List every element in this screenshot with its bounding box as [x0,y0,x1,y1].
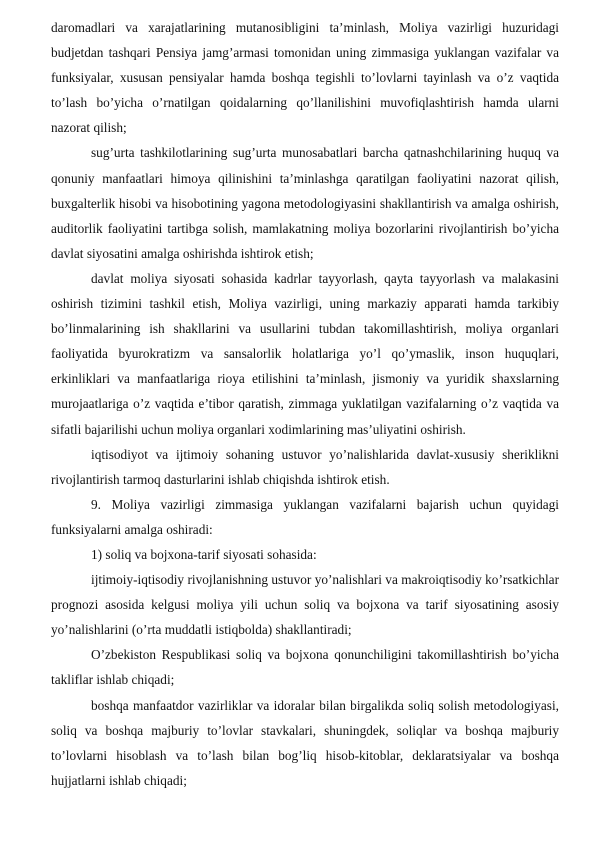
paragraph-budget-pension: daromadlari va xarajatlarining mutanosibligini ta’minlash, Moliya vazirligi huzuridagi budjetdan tashqari Pensiya jamg’armasi tomonidan uning zimmasiga yuklangan vazifalar va funksiyalar, xususan pensiyalar hamda boshqa tegishli to’lovlarni tayinlash va o’z vaqtida to’lash bo’yicha o’rnatilgan qoidalarning qo’llanilishini muvofiqlashtirish hamda ularni nazorat qilish; [51,20,559,136]
paragraph-public-private-partnership: iqtisodiyot va ijtimoiy sohaning ustuvor yo’nalishlarida davlat-xususiy sheriklikni rivojlantirish tarmoq dasturlarini ishlab chiqishda ishtirok etish. [51,446,559,487]
document-page [51,15,559,793]
paragraph-tax-policy-directions: ijtimoiy-iqtisodiy rivojlanishning ustuvor yo’nalishlari va makroiqtisodiy ko’rsatkichlar prognozi asosida kelgusi moliya yili uchun soliq va bojxona va tarif siyosatining asosiy yo’nalishlarini (o’rta muddatli istiqbolda) shakllantiradi; [51,572,559,638]
paragraph-section-9-intro: 9. Moliya vazirligi zimmasiga yuklangan vazifalarni bajarish uchun quyidagi funksiyalarni amalga oshiradi: [51,496,559,537]
paragraph-tax-methodology: boshqa manfaatdor vazirliklar va idoralar bilan birgalikda soliq solish metodologiyasi, soliq va boshqa majburiy to’lovlar stavkalari, shuningdek, soliqlar va boshqa majburiy to’lovlarni hisoblash va to’lash bilan bog’liq hisob-kitoblar, deklaratsiyalar va boshqa hujjatlarni ishlab chiqadi; [51,697,559,788]
paragraph-legislation-proposals: O’zbekiston Respublikasi soliq va bojxona qonunchiligini takomillashtirish bo’yicha takliflar ishlab chiqadi; [51,647,559,688]
paragraph-insurance-supervision: sug’urta tashkilotlarining sug’urta munosabatlari barcha qatnashchilarining huquq va qonuniy manfaatlari himoya qilinishini ta’minlashga qaratilgan faoliyatini nazorat qilish, buxgalterlik hisobi va hisobotining yagona metodologiyasini shakllantirish va amalga oshirish, auditorlik faoliyatini tartibga solish, mamlakatning moliya bozorlarini rivojlantirish bo’yicha davlat siyosatini amalga oshirishda ishtirok etish; [51,145,559,261]
paragraph-personnel-training: davlat moliya siyosati sohasida kadrlar tayyorlash, qayta tayyorlash va malakasini oshirish tizimini tashkil etish, Moliya vazirligi, uning markaziy apparati hamda tarkibiy bo’linmalarining ish shakllarini va usullarini tubdan takomillashtirish, moliya organlari faoliyatida byurokratizm va sansalorlik holatlariga yo’l qo’ymaslik, inson huquqlari, erkinliklari va manfaatlariga rioya etilishini ta’minlash, jismoniy va yuridik shaxslarning murojaatlariga o’z vaqtida e’tibor qaratish, zimmaga yuklatilgan vazifalarning o’z vaqtida va sifatli bajarilishi uchun moliya organlari xodimlarining mas’uliyatini oshirish. [51,270,559,437]
paragraph-tax-customs-heading: 1) soliq va bojxona-tarif siyosati sohasida: [91,546,317,562]
